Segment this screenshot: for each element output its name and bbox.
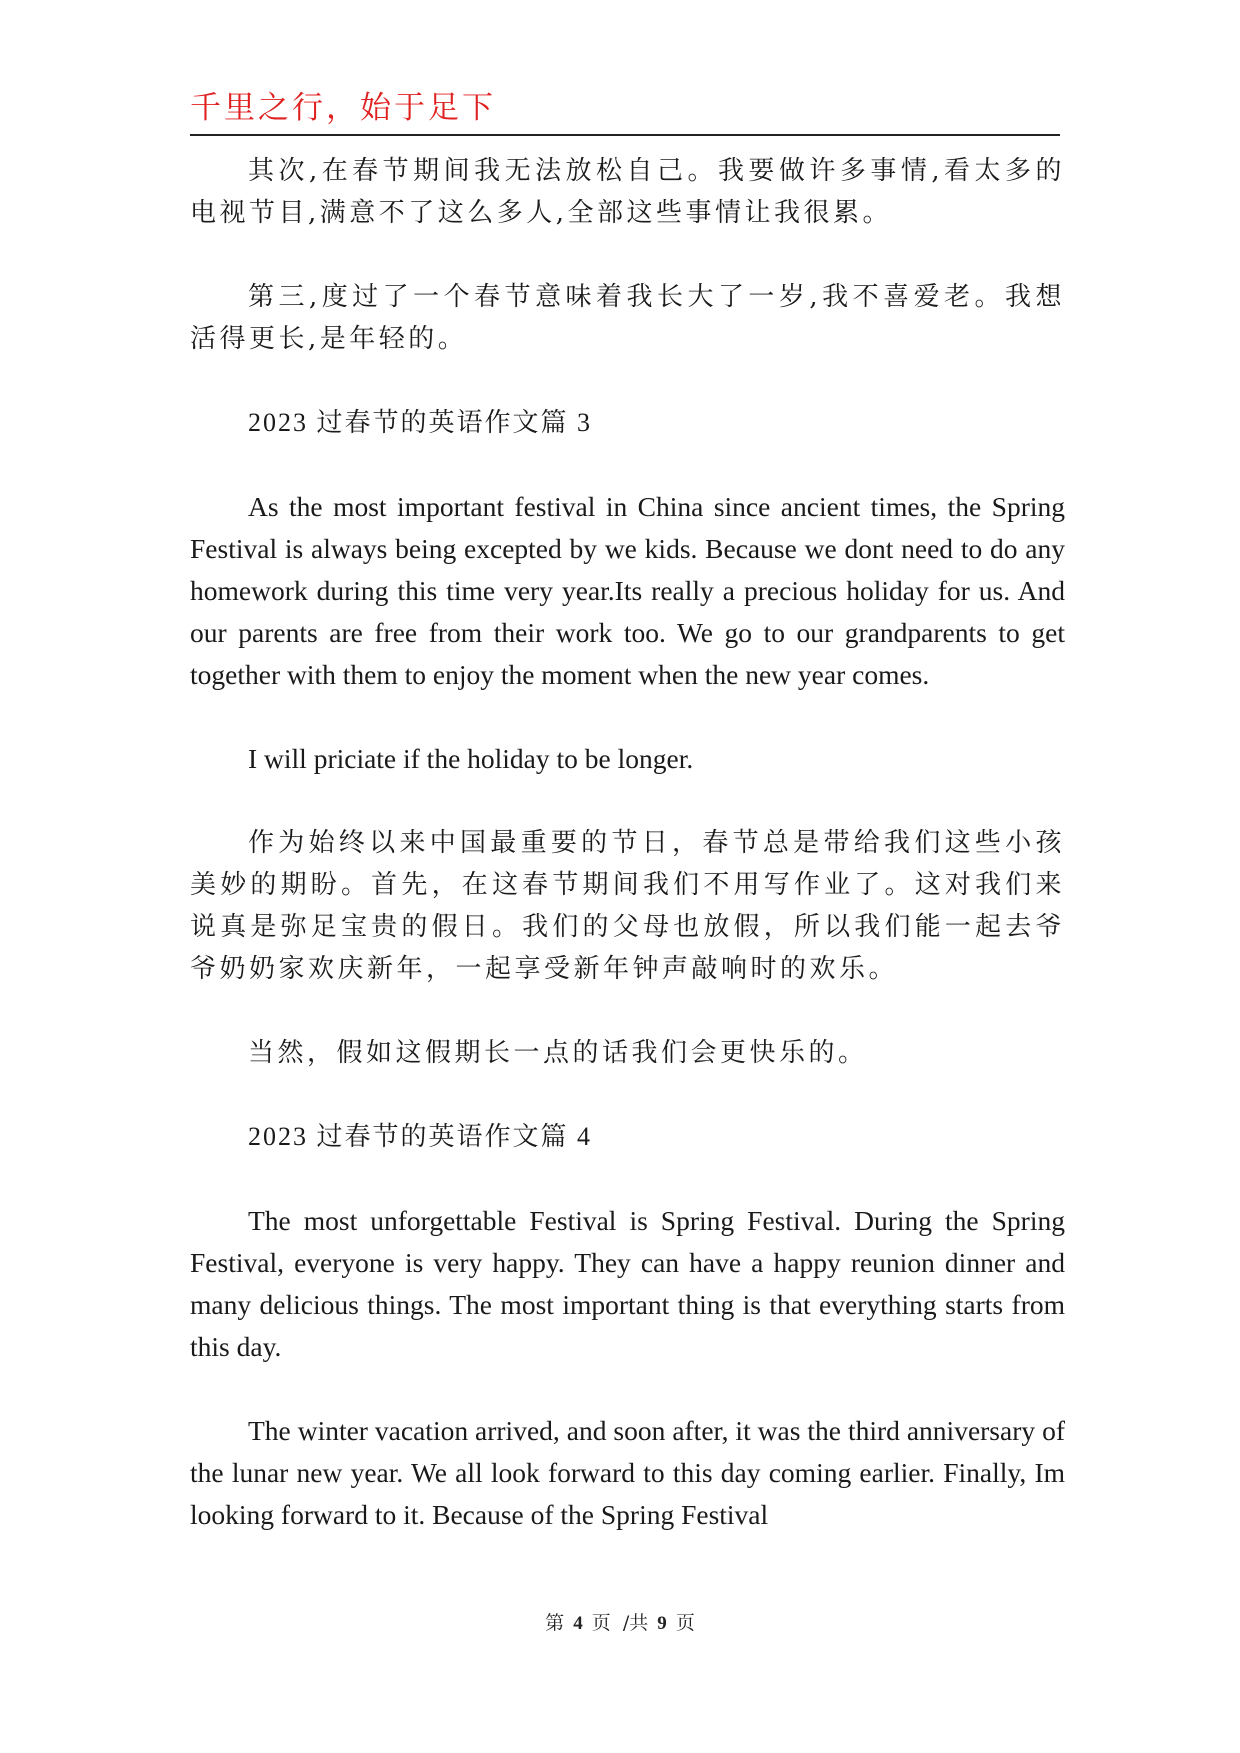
section-heading-3: 2023 过春节的英语作文篇 3 [248,408,593,437]
footer-label-di: 第 [545,1612,565,1634]
header-motto: 千里之行，始于足下 [190,90,496,126]
paragraph-5: 作为始终以来中国最重要的节日，春节总是带给我们这些小孩美妙的期盼。首先，在这春节期间我们不用写作业了。这对我们来说真是弥足宝贵的假日。我们的父母也放假，所以我们能一起去爷爷奶奶家欢庆新年，一起享受新年钟声敲响时的欢乐。 [190,828,1065,984]
footer-label-ye2: 页 [675,1612,695,1634]
paragraph-6: 当然，假如这假期长一点的话我们会更快乐的。 [248,1038,868,1068]
paragraph-3: As the most important festival in China since ancient times, the Spring Festival is always being excepted by we kids. Because we dont need to do any homework during this time very year.Its really a precious holiday for us. And our parents are free from their work too. We go to our grandparents to get together with them to enjoy the moment when the new year comes. [190,491,1065,690]
page-header [190,88,1060,136]
paragraph-4: I will priciate if the holiday to be longer. [248,743,694,774]
paragraph-7: The most unforgettable Festival is Spring Festival. During the Spring Festival, everyone is very happy. They can have a happy reunion dinner and many delicious things. The most important thing is that everything starts from this day. [190,1205,1065,1362]
paragraph-8: The winter vacation arrived, and soon after, it was the third anniversary of the lunar new year. We all look forward to this day coming earlier. Finally, Im looking forward to it. Because of the Spring Festival [190,1415,1065,1530]
footer-total-pages: 9 [657,1613,667,1634]
section-heading-4: 2023 过春节的英语作文篇 4 [248,1122,593,1151]
footer-label-total: /共 [622,1612,649,1634]
paragraph-2: 第三,度过了一个春节意味着我长大了一岁,我不喜爱老。我想活得更长,是年轻的。 [190,282,1065,354]
paragraph-1: 其次,在春节期间我无法放松自己。我要做许多事情,看太多的电视节目,满意不了这么多人,全部这些事情让我很累。 [190,156,1065,228]
document-body [190,150,1065,1578]
footer-current-page: 4 [573,1613,583,1634]
footer-label-ye: 页 [591,1612,611,1634]
page-footer [0,1610,1240,1637]
